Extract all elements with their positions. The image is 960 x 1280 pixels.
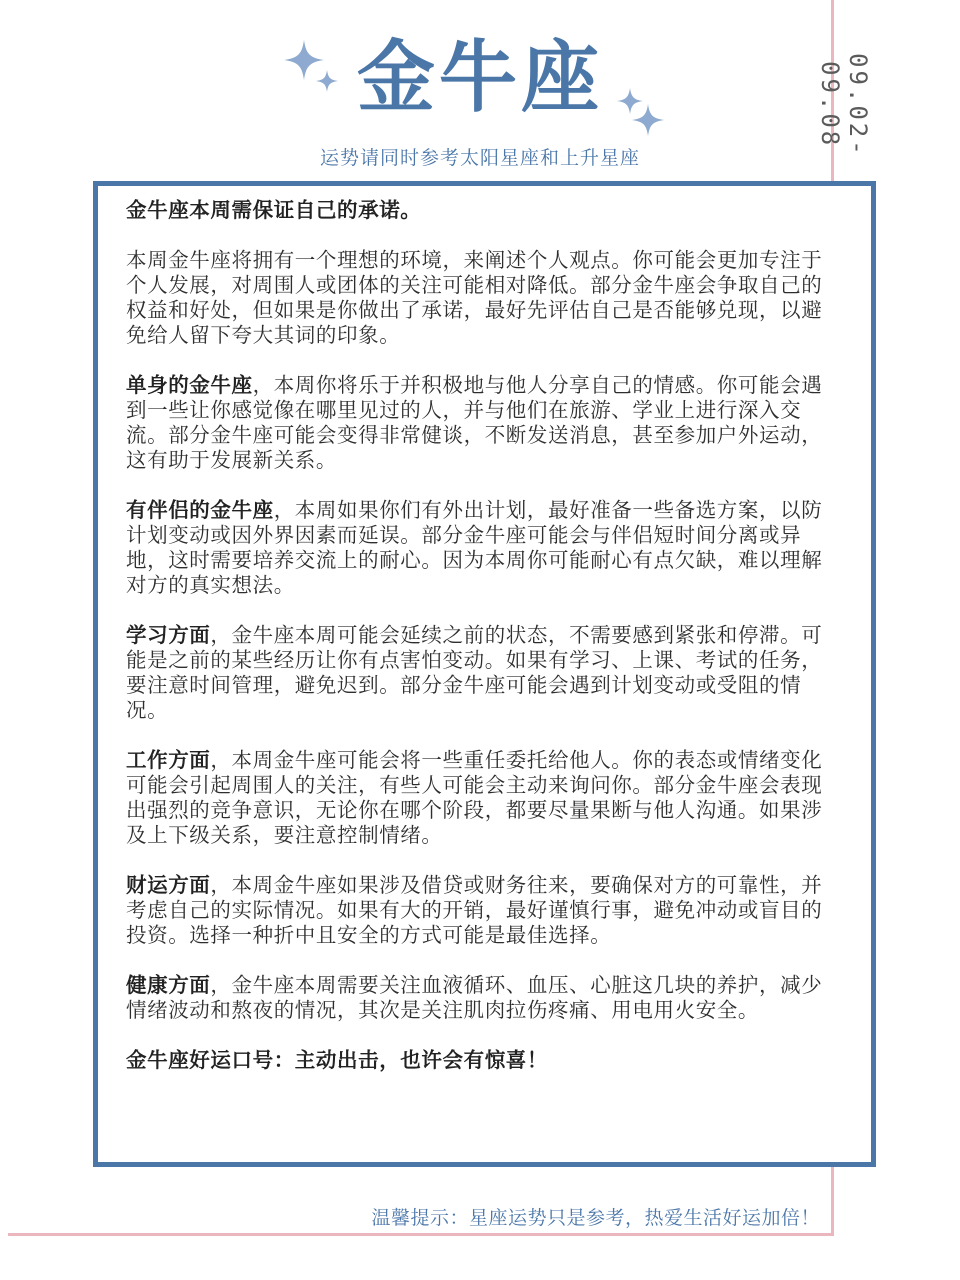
- section-text: ，本周金牛座如果涉及借贷或财务往来，要确保对方的可靠性，并考虑自己的实际情况。如果有大的开销，最好谨慎行事，避免冲动或盲目的投资。选择一种折中且安全的方式可能是最佳选择。: [126, 873, 823, 947]
- section-label: 工作方面: [126, 748, 211, 772]
- footer-tip: 温馨提示：星座运势只是参考，热爱生活好运加倍！: [371, 1207, 820, 1229]
- section-label: 学习方面: [126, 623, 211, 647]
- horoscope-content: [126, 198, 826, 1098]
- headline: 金牛座本周需保证自己的承诺。: [126, 198, 422, 222]
- section-text: ，金牛座本周可能会延续之前的状态，不需要感到紧张和停滞。可能是之前的某些经历让你有点害怕变动。如果有学习、上课、考试的任务，要注意时间管理，避免迟到。部分金牛座可能会遇到计划变动或受阻的情况。: [126, 623, 823, 722]
- section-partner: [126, 498, 826, 598]
- section-text: ，本周如果你们有外出计划，最好准备一些备选方案，以防计划变动或因外界因素而延误。部分金牛座可能会与伴侣短时间分离或异地，这时需要培养交流上的耐心。因为本周你可能耐心有点欠缺，难以理解对方的真实想法。: [126, 498, 823, 597]
- content-frame: [93, 181, 876, 1167]
- section-study: [126, 623, 826, 723]
- section-text: ，金牛座本周需要关注血液循环、血压、心脏这几块的养护，减少情绪波动和熬夜的情况，其次是关注肌肉拉伤疼痛、用电用火安全。: [126, 973, 823, 1022]
- section-text: ，本周金牛座可能会将一些重任委托给他人。你的表态或情绪变化可能会引起周围人的关注，有些人可能会主动来询问你。部分金牛座会表现出强烈的竞争意识，无论你在哪个阶段，都要尽量果断与他人沟通。如果涉及上下级关系，要注意控制情绪。: [126, 748, 823, 847]
- date-range: 09.02-09.08: [816, 52, 872, 158]
- section-label: 单身的金牛座: [126, 373, 253, 397]
- section-single: [126, 373, 826, 473]
- intro-paragraph: 本周金牛座将拥有一个理想的环境，来阐述个人观点。你可能会更加专注于个人发展，对周围人或团体的关注可能相对降低。部分金牛座会争取自己的权益和好处，但如果是你做出了承诺，最好先评估自己是否能够兑现，以避免给人留下夸大其词的印象。: [126, 248, 823, 347]
- section-label: 财运方面: [126, 873, 211, 897]
- section-finance: [126, 873, 826, 948]
- page-subtitle: 运势请同时参考太阳星座和上升星座: [319, 147, 640, 169]
- section-health: [126, 973, 826, 1023]
- section-work: [126, 748, 826, 848]
- section-label: 有伴侣的金牛座: [126, 498, 274, 522]
- decorative-horizontal-line: [8, 1233, 834, 1236]
- page-title: 金牛座: [356, 33, 603, 123]
- section-label: 健康方面: [126, 973, 211, 997]
- slogan: 金牛座好运口号：主动出击，也许会有惊喜！: [126, 1048, 548, 1072]
- sparkle-icon: [632, 104, 664, 136]
- section-text: ，本周你将乐于并积极地与他人分享自己的情感。你可能会遇到一些让你感觉像在哪里见过的人，并与他们在旅游、学业上进行深入交流。部分金牛座可能会变得非常健谈，不断发送消息，甚至参加户外运动，这有助于发展新关系。: [126, 373, 823, 472]
